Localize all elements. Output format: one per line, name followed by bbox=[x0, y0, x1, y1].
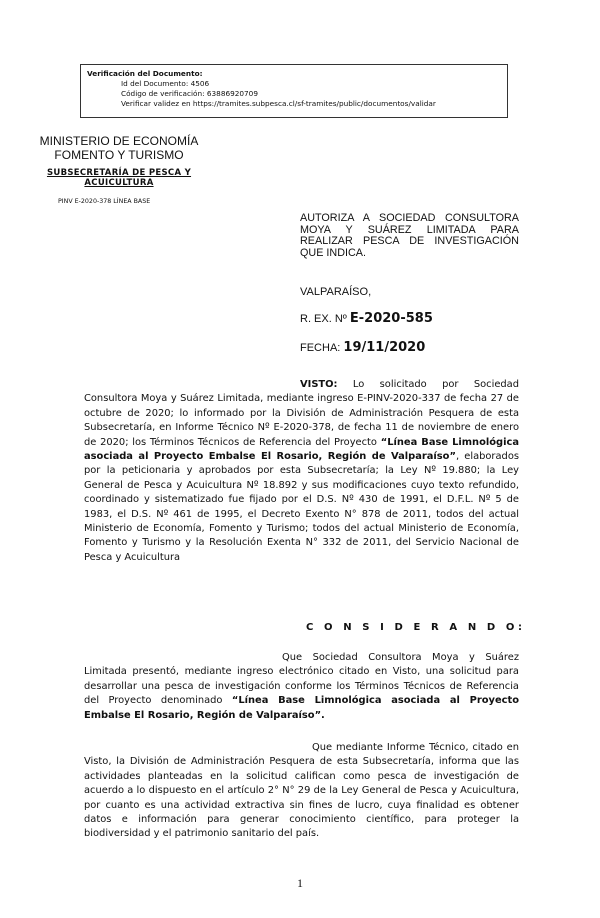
document-id: • Id del Documento: 4506 bbox=[121, 79, 501, 89]
visto-text-2: , elaborados por la peticionaria y aprobados por esta Subsecretaría; la Ley Nº 19.880; la Ley General de Pesca y Acuicultura Nº 18.892 y sus modificaciones cuyo texto refundido, coordinado y sistematizado fue fijado por el D.S. Nº 430 de 1991, el D.F.L. Nº 5 de 1983, el D.S. Nº 461 de 1995, el Decreto Exento N° 878 de 2011, todos del actual Ministerio de Economía, Fomento y Turismo; todos del actual Ministerio de Economía, Fomento y Turismo y la Resolución Exenta N° 332 de 2011, del Servicio Nacional de Pesca y Acuicultura bbox=[84, 451, 520, 563]
ministry-line-2: FOMENTO Y TURISMO bbox=[54, 148, 184, 162]
resolution-number-line bbox=[300, 311, 433, 326]
ministry-name bbox=[28, 134, 210, 162]
place: VALPARAÍSO, bbox=[300, 286, 372, 298]
visto-project-name: “Línea Base Limnológica asociada al Proyecto Embalse El Rosario, Región de Valparaíso” bbox=[84, 436, 520, 463]
date-label: FECHA: bbox=[300, 342, 341, 354]
considerando-heading: C O N S I D E R A N D O: bbox=[306, 622, 526, 633]
resolution-number: E-2020-585 bbox=[349, 311, 433, 326]
verification-box bbox=[80, 64, 508, 118]
considerando-1-project: “Línea Base Limnológica asociada al Proyecto Embalse El Rosario, Región de Valparaíso”. bbox=[84, 695, 519, 721]
resolution-label: R. EX. Nº bbox=[300, 313, 347, 325]
resolution-summary: AUTORIZA A SOCIEDAD CONSULTORA MOYA Y SUÁREZ LIMITADA PARA REALIZAR PESCA DE INVESTIGACIÓN QUE INDICA. bbox=[300, 212, 519, 259]
verification-url[interactable]: • Verificar validez en https://tramites.subpesca.cl/sf-tramites/public/documentos/validar bbox=[121, 99, 501, 109]
considerando-1 bbox=[84, 651, 519, 723]
considerando-2-text: Que mediante Informe Técnico, citado en Visto, la División de Administración Pesquera de esta Subsecretaría, informa que las actividades planteadas en la solicitud califican como pesca de investigación de acuerdo a lo dispuesto en el artículo 2° N° 29 de la Ley General de Pesca y Acuicultura, por cuanto es una actividad extractiva sin fines de lucro, cuya finalidad es obtener datos e información para generar conocimiento científico, para proteger la biodiversidad y el patrimonio sanitario del país. bbox=[84, 742, 519, 840]
visto-label: VISTO: bbox=[300, 379, 338, 390]
verification-code: • Código de verificación: 63886920709 bbox=[121, 89, 501, 99]
verification-list bbox=[87, 79, 501, 109]
considerando-1-text: Que Sociedad Consultora Moya y Suárez Limitada presentó, mediante ingreso electrónico citado en Visto, una solicitud para desarrollar una pesca de investigación conforme los Términos Técnicos de Referencia del Proyecto denominado bbox=[84, 652, 519, 707]
visto-section bbox=[84, 378, 519, 565]
date-line bbox=[300, 340, 425, 355]
subsecretaria-name: SUBSECRETARÍA DE PESCA Y ACUICULTURA bbox=[46, 168, 192, 188]
date-value: 19/11/2020 bbox=[343, 340, 426, 355]
page-number: 1 bbox=[297, 876, 303, 890]
verification-title: Verificación del Documento: bbox=[87, 69, 203, 78]
ministry-line-1: MINISTERIO DE ECONOMÍA bbox=[39, 134, 199, 148]
visto-text-1: Lo solicitado por Sociedad Consultora Moya y Suárez Limitada, mediante ingreso E-PINV-2020-337 de fecha 27 de octubre de 2020; lo informado por la División de Administración Pesquera de esta Subsecretaría, en Informe Técnico Nº E-2020-378, de fecha 11 de noviembre de enero de 2020; los Términos Técnicos de Referencia del Proyecto bbox=[84, 379, 519, 448]
considerando-2 bbox=[84, 741, 519, 842]
pinv-reference: PINV E-2020-378 LÍNEA BASE bbox=[58, 198, 151, 205]
